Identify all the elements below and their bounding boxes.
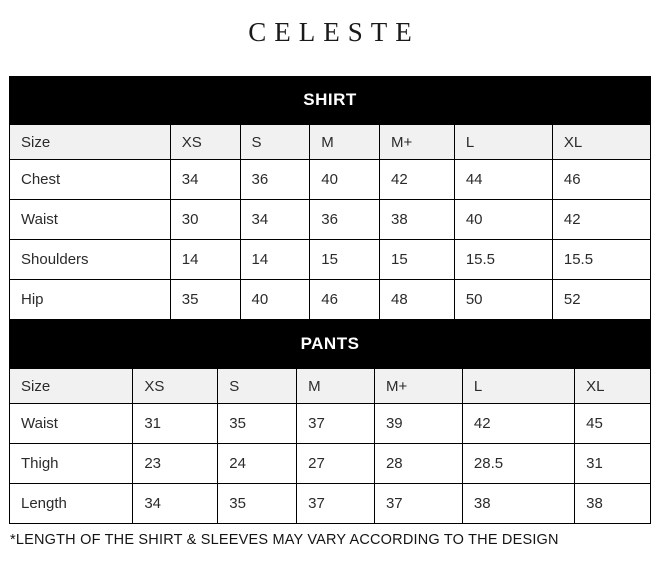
size-value: 34 [170,160,240,200]
column-header-xl: XL [575,369,651,404]
size-value: 50 [454,280,552,320]
size-value: 46 [552,160,650,200]
measurement-label: Chest [10,160,171,200]
column-header-xl: XL [552,125,650,160]
size-value: 37 [374,484,462,524]
column-header-size: Size [10,125,171,160]
size-value: 15 [310,240,380,280]
size-value: 52 [552,280,650,320]
size-value: 35 [218,484,297,524]
size-value: 15 [380,240,455,280]
shirt-section-header: SHIRT [9,76,651,124]
size-value: 28 [374,444,462,484]
size-value: 39 [374,404,462,444]
size-value: 40 [240,280,310,320]
table-row-shoulders [10,240,651,280]
size-value: 37 [297,404,375,444]
size-value: 37 [297,484,375,524]
size-value: 23 [133,444,218,484]
size-value: 35 [218,404,297,444]
brand-title: CELESTE [248,17,420,47]
shirt-header-row [10,125,651,160]
size-value: 38 [380,200,455,240]
column-header-m-plus: M+ [374,369,462,404]
pants-header-row [10,369,651,404]
measurement-label: Waist [10,200,171,240]
size-value: 14 [170,240,240,280]
measurement-label: Shoulders [10,240,171,280]
column-header-size: Size [10,369,133,404]
column-header-xs: XS [133,369,218,404]
size-value: 15.5 [552,240,650,280]
column-header-xs: XS [170,125,240,160]
size-value: 42 [552,200,650,240]
column-header-l: L [462,369,574,404]
size-value: 30 [170,200,240,240]
size-value: 40 [454,200,552,240]
size-value: 44 [454,160,552,200]
size-value: 27 [297,444,375,484]
table-row-length [10,484,651,524]
size-value: 35 [170,280,240,320]
measurement-label: Hip [10,280,171,320]
shirt-size-table [9,124,651,320]
size-value: 42 [380,160,455,200]
measurement-label: Length [10,484,133,524]
column-header-l: L [454,125,552,160]
size-value: 14 [240,240,310,280]
shirt-section [9,76,651,320]
table-row-waist [10,404,651,444]
size-value: 38 [575,484,651,524]
column-header-m: M [310,125,380,160]
table-row-thigh [10,444,651,484]
table-row-chest [10,160,651,200]
size-value: 34 [240,200,310,240]
size-value: 24 [218,444,297,484]
footnote: *LENGTH OF THE SHIRT & SLEEVES MAY VARY ACCORDING TO THE DESIGN [10,532,559,548]
size-value: 48 [380,280,455,320]
measurement-label: Thigh [10,444,133,484]
column-header-m: M [297,369,375,404]
size-value: 36 [310,200,380,240]
table-row-hip [10,280,651,320]
table-row-waist [10,200,651,240]
measurement-label: Waist [10,404,133,444]
size-value: 46 [310,280,380,320]
size-value: 42 [462,404,574,444]
size-value: 34 [133,484,218,524]
pants-section [9,320,651,524]
column-header-s: S [240,125,310,160]
size-value: 36 [240,160,310,200]
size-value: 28.5 [462,444,574,484]
size-value: 31 [575,444,651,484]
size-value: 15.5 [454,240,552,280]
size-value: 31 [133,404,218,444]
size-value: 45 [575,404,651,444]
column-header-m-plus: M+ [380,125,455,160]
size-value: 38 [462,484,574,524]
column-header-s: S [218,369,297,404]
pants-section-header: PANTS [9,320,651,368]
pants-size-table [9,368,651,524]
size-value: 40 [310,160,380,200]
